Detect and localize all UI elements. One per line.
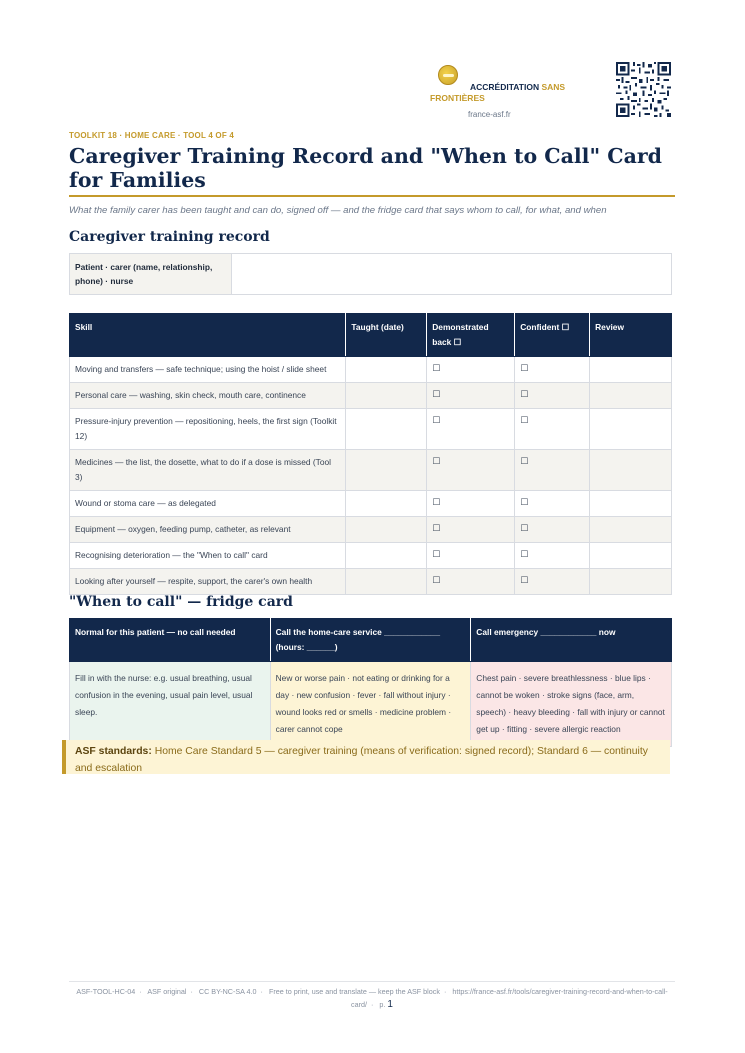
skills-table	[69, 313, 672, 595]
skill-cell: Personal care — washing, skin check, mouth care, continence	[70, 383, 346, 409]
demonstrated-checkbox[interactable]: ☐	[427, 383, 515, 409]
taught-date-field[interactable]	[346, 569, 427, 595]
asf-standards-callout	[62, 740, 670, 774]
taught-date-field[interactable]	[346, 357, 427, 383]
taught-date-field[interactable]	[346, 517, 427, 543]
taught-date-field[interactable]	[346, 409, 427, 450]
taught-date-field[interactable]	[346, 543, 427, 569]
column-header-normal: Normal for this patient — no call needed	[70, 619, 271, 662]
column-header-demonstrated: Demonstrated back ☐	[427, 314, 515, 357]
taught-date-field[interactable]	[346, 450, 427, 491]
demonstrated-checkbox[interactable]: ☐	[427, 357, 515, 383]
column-header-review: Review	[590, 314, 672, 357]
review-field[interactable]	[590, 357, 672, 383]
skill-cell: Looking after yourself — respite, support, the carer's own health	[70, 569, 346, 595]
footer-usage-note: Free to print, use and translate — keep the ASF block	[268, 987, 440, 996]
skill-cell: Equipment — oxygen, feeding pump, catheter, as relevant	[70, 517, 346, 543]
page-subtitle: What the family carer has been taught and can do, signed off — and the fridge card that says whom to call, for what, and when	[69, 205, 607, 216]
footer-doc-id: ASF-TOOL-HC-04	[76, 987, 136, 996]
column-header-confident: Confident ☐	[515, 314, 590, 357]
demonstrated-checkbox[interactable]: ☐	[427, 517, 515, 543]
review-field[interactable]	[590, 569, 672, 595]
table-row	[70, 383, 672, 409]
review-field[interactable]	[590, 450, 672, 491]
brand-name	[430, 82, 600, 104]
footer-url-link[interactable]: https://france-asf.fr/tools/caregiver-training-record-and-when-to-call-card/	[351, 987, 668, 1009]
confident-checkbox[interactable]: ☐	[515, 543, 590, 569]
column-header-taught: Taught (date)	[346, 314, 427, 357]
footer-origin: ASF original	[147, 987, 187, 996]
review-field[interactable]	[590, 383, 672, 409]
page-title: Caregiver Training Record and "When to Call" Card for Families	[69, 144, 663, 192]
table-row	[70, 517, 672, 543]
patient-info-label: Patient · carer (name, relationship, phone) · nurse	[70, 254, 232, 295]
taught-date-field[interactable]	[346, 383, 427, 409]
demonstrated-checkbox[interactable]: ☐	[427, 450, 515, 491]
call-emergency-cell: Chest pain · severe breathlessness · blue lips · cannot be woken · stroke signs (face, arm, speech) · heavy bleeding · fall with injury or cannot get up · fitting · severe allergic reaction	[471, 662, 672, 747]
review-field[interactable]	[590, 491, 672, 517]
demonstrated-checkbox[interactable]: ☐	[427, 491, 515, 517]
page-footer: ASF-TOOL-HC-04 · ASF original · CC BY-NC-SA 4.0 · Free to print, use and translate — keep the ASF block · https://france-asf.fr/tools/caregiver-training-record-and-when-to-call-card/ · p. 1	[76, 987, 668, 1010]
skill-cell: Moving and transfers — safe technique; using the hoist / slide sheet	[70, 357, 346, 383]
demonstrated-checkbox[interactable]: ☐	[427, 543, 515, 569]
table-row	[70, 662, 672, 747]
table-row	[70, 569, 672, 595]
demonstrated-checkbox[interactable]: ☐	[427, 569, 515, 595]
confident-checkbox[interactable]: ☐	[515, 383, 590, 409]
skill-cell: Wound or stoma care — as delegated	[70, 491, 346, 517]
confident-checkbox[interactable]: ☐	[515, 569, 590, 595]
column-header-skill: Skill	[70, 314, 346, 357]
skill-cell: Medicines — the list, the dosette, what to do if a dose is missed (Tool 3)	[70, 450, 346, 491]
confident-checkbox[interactable]: ☐	[515, 357, 590, 383]
footer-page-number: 1	[387, 999, 393, 1010]
table-row	[70, 409, 672, 450]
patient-info-table	[69, 253, 672, 295]
standards-text: Home Care Standard 5 — caregiver training (means of verification: signed record); Standard 6 — continuity and escalation	[75, 746, 648, 774]
when-to-call-table	[69, 618, 672, 747]
confident-checkbox[interactable]: ☐	[515, 517, 590, 543]
footer-license: CC BY-NC-SA 4.0	[198, 987, 257, 996]
table-row	[70, 543, 672, 569]
review-field[interactable]	[590, 517, 672, 543]
confident-checkbox[interactable]: ☐	[515, 491, 590, 517]
standards-label: ASF standards:	[75, 746, 152, 757]
qr-code-icon	[616, 62, 671, 117]
title-divider	[69, 195, 675, 197]
brand-name-part1: ACCRÉDITATION	[470, 82, 540, 92]
brand-url[interactable]: france-asf.fr	[468, 110, 511, 119]
review-field[interactable]	[590, 409, 672, 450]
skill-cell: Recognising deterioration — the "When to call" card	[70, 543, 346, 569]
table-row	[70, 491, 672, 517]
table-row	[70, 357, 672, 383]
demonstrated-checkbox[interactable]: ☐	[427, 409, 515, 450]
training-section-heading: Caregiver training record	[69, 229, 270, 245]
footer-divider	[69, 981, 675, 982]
column-header-call-emergency: Call emergency ____________ now	[471, 619, 672, 662]
patient-info-field[interactable]	[232, 254, 672, 295]
review-field[interactable]	[590, 543, 672, 569]
column-header-call-service: Call the home-care service ____________ (hours: ______)	[270, 619, 471, 662]
taught-date-field[interactable]	[346, 491, 427, 517]
skill-cell: Pressure-injury prevention — repositioning, heels, the first sign (Toolkit 12)	[70, 409, 346, 450]
call-service-cell: New or worse pain · not eating or drinking for a day · new confusion · fever · fall without injury · wound looks red or smells · medicine problem · carer cannot cope	[270, 662, 471, 747]
table-row	[70, 450, 672, 491]
toolkit-kicker: TOOLKIT 18 · HOME CARE · TOOL 4 OF 4	[69, 131, 234, 140]
normal-cell: Fill in with the nurse: e.g. usual breathing, usual confusion in the evening, usual pain level, usual sleep.	[70, 662, 271, 747]
confident-checkbox[interactable]: ☐	[515, 409, 590, 450]
fridge-card-heading: "When to call" — fridge card	[69, 594, 293, 610]
confident-checkbox[interactable]: ☐	[515, 450, 590, 491]
brand-name-part2: SANS FRONTIÈRES	[430, 82, 566, 103]
footer-page-label: p.	[379, 1000, 386, 1009]
